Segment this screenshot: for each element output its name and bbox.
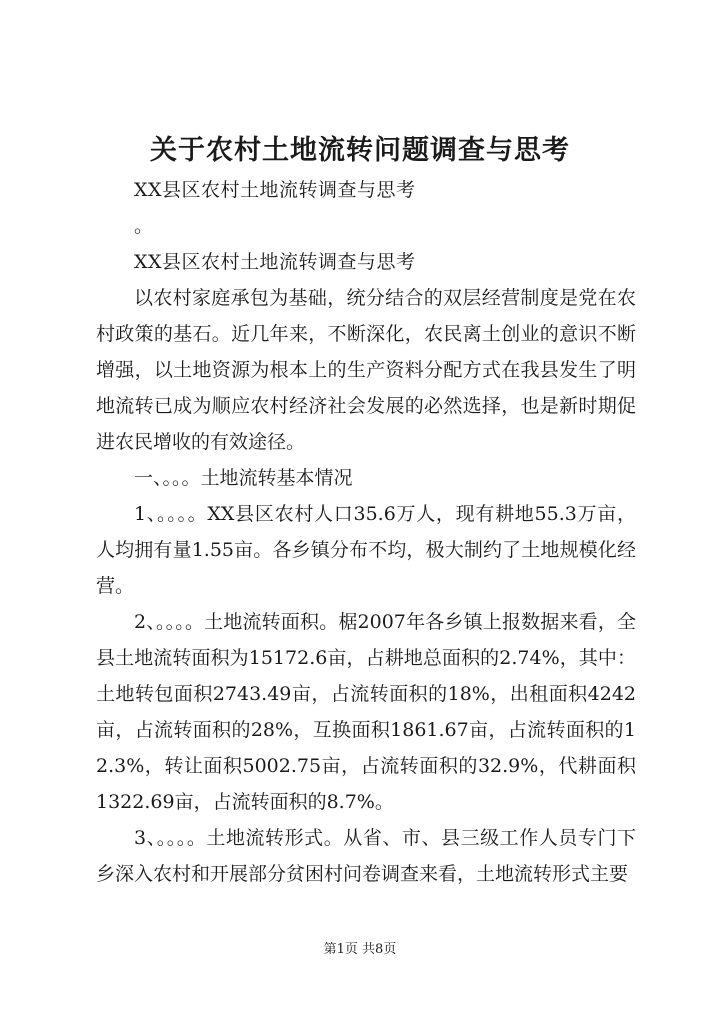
document-body <box>96 172 636 892</box>
paragraph-item-2: 2、。。。。土地流转面积。椐2007年各乡镇上报数据来看，全县土地流转面积为15172.6亩，占耕地总面积的2.74%，其中：土地转包面积2743.49亩，占流转面积的18%，出租面积4242亩，占流转面积的28%，互换面积1861.67亩，占流转面积的12.3%，转让面积5002.75亩，占流转面积的32.9%，代耕面积1322.69亩，占流转面积的8.7%。 <box>96 611 636 813</box>
paragraph-subtitle: XX县区农村土地流转调查与思考 <box>134 179 416 201</box>
page-footer: 第1页 共8页 <box>323 942 397 957</box>
paragraph-intro: 以农村家庭承包为基础，统分结合的双层经营制度是党在农村政策的基石。近几年来，不断深化，农民离土创业的意识不断增强，以土地资源为根本上的生产资料分配方式在我县发生了明地流转已成为顺应农村经济社会发展的必然选择，也是新时期促进农民增收的有效途径。 <box>96 287 636 453</box>
paragraph-item-1: 1、。。。。XX县区农村人口35.6万人，现有耕地55.3万亩，人均拥有量1.55亩。各乡镇分布不均，极大制约了土地规模化经营。 <box>96 503 636 597</box>
paragraph-item-3: 3、。。。。土地流转形式。从省、市、县三级工作人员专门下乡深入农村和开展部分贫困村问卷调查来看，土地流转形式主要 <box>96 827 636 885</box>
paragraph-subtitle-repeat: XX县区农村土地流转调查与思考 <box>134 251 416 273</box>
paragraph-period: 。 <box>134 215 154 237</box>
document-title: 关于农村土地流转问题调查与思考 <box>150 135 570 166</box>
section-heading-1: 一、。。。土地流转基本情况 <box>134 467 353 489</box>
